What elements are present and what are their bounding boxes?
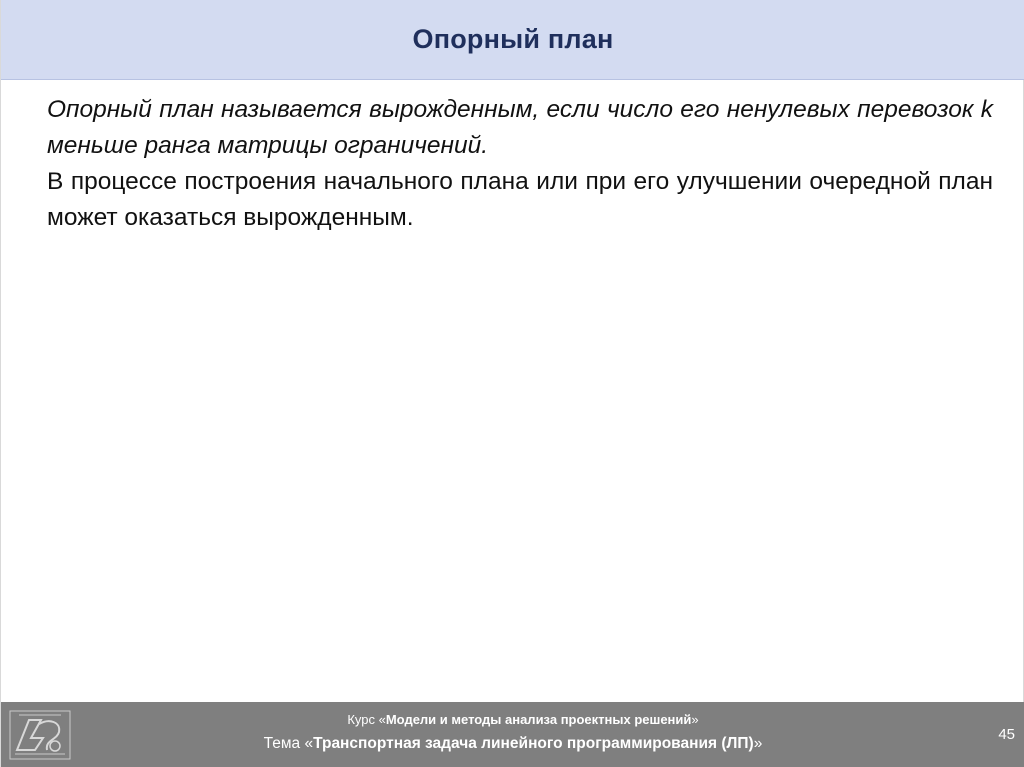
slide-header <box>1 0 1024 80</box>
page-number: 45 <box>998 726 1015 743</box>
slide-title: Опорный план <box>412 24 614 54</box>
footer-course-line <box>1 710 1024 730</box>
definition-paragraph: Опорный план называется вырожденным, если число его ненулевых перевозок k меньше ранга матрицы ограничений. <box>47 96 993 159</box>
topic-quote-close: » <box>753 735 763 752</box>
note-paragraph: В процессе построения начального плана или при его улучшении очередной план может оказаться вырожденным. <box>47 168 993 231</box>
course-name: Модели и методы анализа проектных решений <box>385 712 692 727</box>
footer-caption <box>1 710 1024 756</box>
topic-name: Транспортная задача линейного программирования (ЛП) <box>313 735 754 752</box>
topic-label: Тема « <box>263 735 314 752</box>
course-quote-open: Курс « <box>347 712 386 727</box>
slide-body <box>47 92 993 236</box>
slide-footer <box>1 702 1024 767</box>
course-quote-close: » <box>691 712 699 727</box>
footer-topic-line <box>1 732 1024 756</box>
